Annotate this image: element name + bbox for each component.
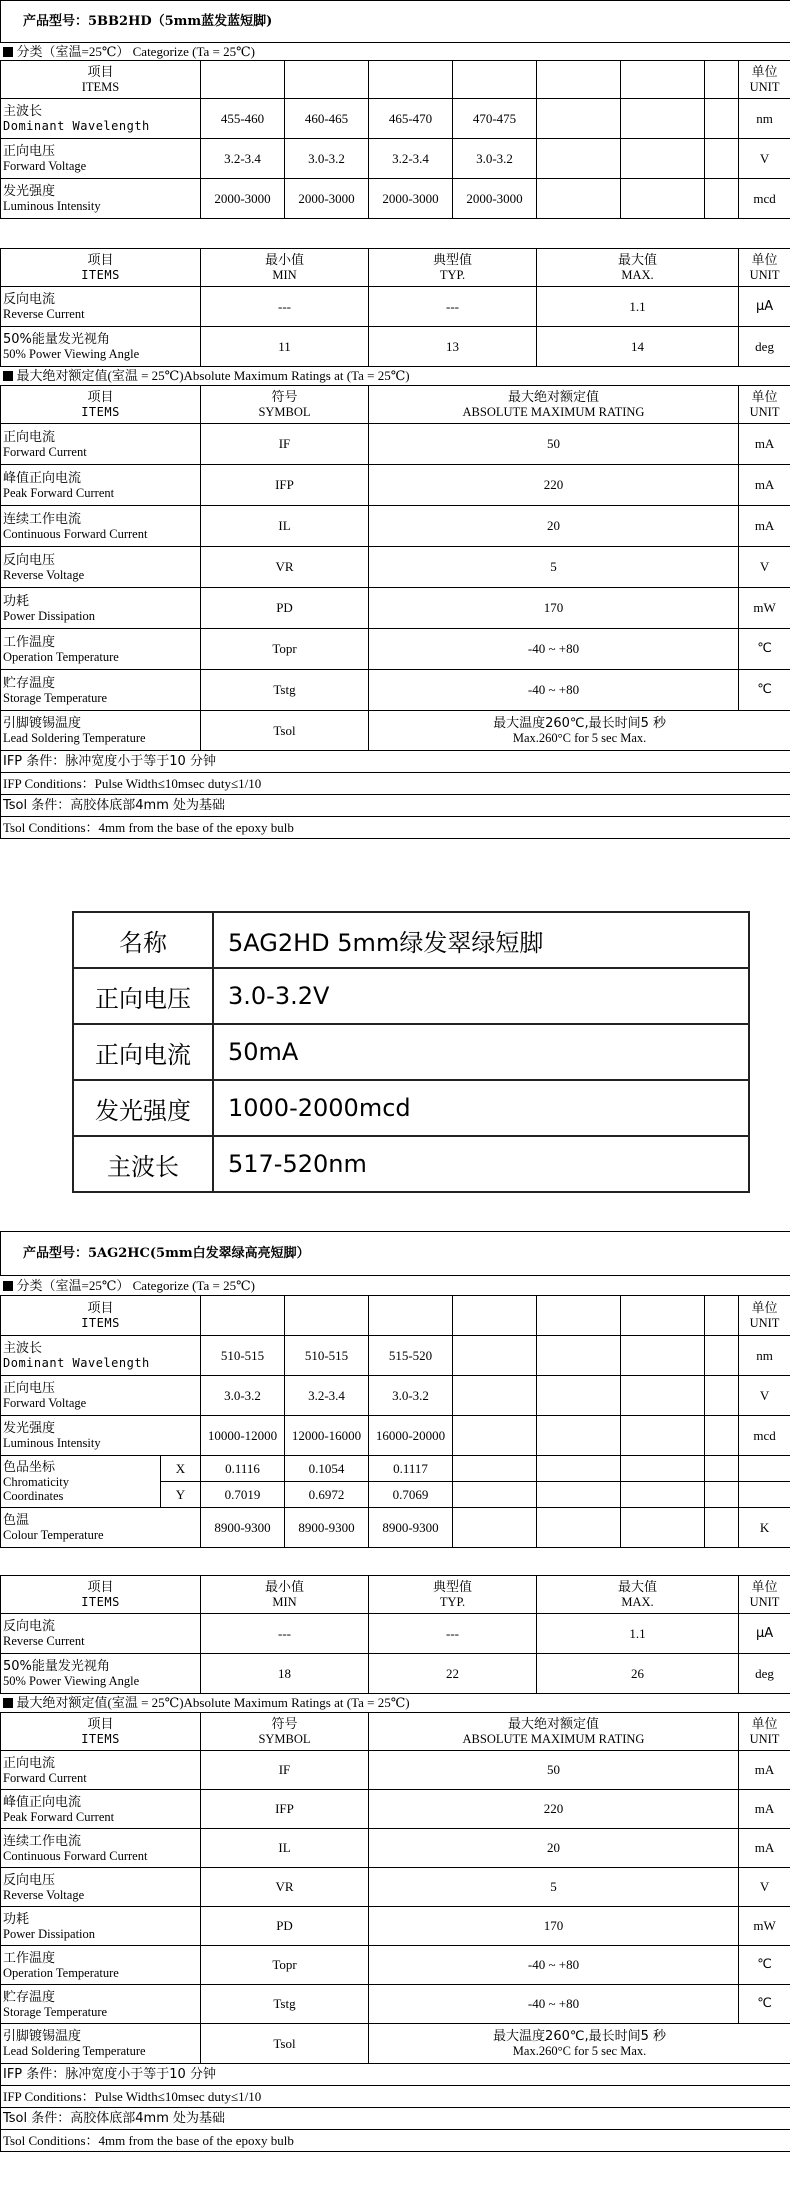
table-row	[1, 1946, 790, 1985]
unit-cell: mcd	[739, 1416, 790, 1456]
table-cell: 470-475	[453, 99, 537, 139]
header-en: MAX.	[621, 1595, 654, 1609]
row-label-en: Colour Temperature	[3, 1528, 104, 1542]
header-cn: 单位	[751, 1580, 778, 1595]
header-en: TYP.	[439, 268, 466, 282]
note-line: Tsol 条件：高胶体底部4mm 处为基础	[3, 798, 225, 813]
row-label-cn: 反向电压	[3, 1872, 56, 1888]
header-cn: 项目	[87, 253, 114, 268]
symbol-cell: Tsol	[201, 2024, 369, 2064]
row-label-cn: 发光强度	[3, 1421, 56, 1436]
summary-row	[73, 912, 749, 968]
table-row	[1, 1985, 790, 2024]
note-line: IFP 条件：脉冲宽度小于等于10 分钟	[3, 754, 216, 769]
rating-cell: 220	[369, 465, 739, 506]
header-cn: 项目	[87, 390, 114, 405]
row-label-cn: 正向电流	[3, 429, 56, 445]
summary-key: 正向电流	[73, 1024, 213, 1080]
unit-cell: mA	[739, 1829, 790, 1868]
row-label-cn: 引脚镀锡温度	[3, 2029, 82, 2044]
header-en: ITEMS	[81, 405, 120, 419]
unit-label-cn: 单位	[751, 65, 778, 80]
row-label-en: Storage Temperature	[3, 2004, 108, 2019]
table-row	[1, 506, 790, 547]
row-label-cn: 贮存温度	[3, 675, 56, 691]
symbol-cell: IFP	[201, 1790, 369, 1829]
row-label-cn: 工作温度	[3, 634, 56, 650]
summary-value: 3.0-3.2V	[213, 968, 749, 1024]
header-en: ITEMS	[81, 1595, 120, 1609]
table-cell: 14	[537, 327, 739, 367]
header-cn: 单位	[751, 1717, 778, 1732]
unit-cell: ℃	[739, 1985, 790, 2024]
unit-cell: V	[739, 547, 790, 588]
symbol-cell: IL	[201, 1829, 369, 1868]
table-cell: 3.0-3.2	[201, 1376, 285, 1416]
header-en: MIN	[272, 268, 297, 282]
table-row	[1, 547, 790, 588]
rating-cell: 170	[369, 1907, 739, 1946]
table-row	[1, 588, 790, 629]
unit-cell: K	[739, 1508, 790, 1548]
table-row	[1, 424, 790, 465]
row-label-cn: 引脚镀锡温度	[3, 716, 82, 731]
unit-cell: mcd	[739, 179, 790, 219]
header-cn: 最大值	[617, 253, 657, 268]
row-label-cn: 发光强度	[3, 184, 56, 199]
table-cell: 3.0-3.2	[369, 1376, 453, 1416]
table-cell: 3.2-3.4	[201, 139, 285, 179]
table-row	[1, 139, 790, 179]
row-label-en: Operation Temperature	[3, 1965, 119, 1980]
row-label-en: Coordinates	[3, 1489, 64, 1503]
row-label-en: Forward Voltage	[3, 159, 87, 173]
row-label-en: Continuous Forward Current	[3, 526, 148, 541]
summary-value: 50mA	[213, 1024, 749, 1080]
header-en: SYMBOL	[258, 1732, 311, 1746]
unit-cell: μA	[739, 1614, 790, 1654]
rating-cn: 最大温度260℃,最长时间5 秒	[493, 716, 667, 731]
table-row	[1, 179, 790, 219]
table-cell: 1.1	[537, 287, 739, 327]
table-row	[1, 1868, 790, 1907]
row-label-en: Luminous Intensity	[3, 199, 101, 213]
table-row	[1, 1508, 790, 1548]
header-cn: 典型值	[432, 253, 472, 268]
table-cell: 26	[537, 1654, 739, 1694]
axis-y-label: Y	[161, 1482, 201, 1508]
row-label-en: Lead Soldering Temperature	[3, 731, 146, 745]
symbol-cell: Topr	[201, 1946, 369, 1985]
summary-key: 正向电压	[73, 968, 213, 1024]
summary-key: 发光强度	[73, 1080, 213, 1136]
row-label-cn: 色品坐标	[3, 1460, 56, 1475]
summary-row	[73, 968, 749, 1024]
table-row	[1, 1456, 790, 1482]
rating-cell: 5	[369, 547, 739, 588]
row-label-en: 50% Power Viewing Angle	[3, 1674, 140, 1688]
rating-cell: 20	[369, 506, 739, 547]
rating-cell: -40 ~ +80	[369, 1985, 739, 2024]
table-cell: 0.6972	[285, 1482, 369, 1508]
row-label-cn: 贮存温度	[3, 1989, 56, 2005]
table-row	[1, 1751, 790, 1790]
datasheet-5bb2hd	[0, 0, 790, 839]
table-cell: 0.1117	[369, 1456, 453, 1482]
header-en: SYMBOL	[258, 405, 311, 419]
row-label-en: Dominant Wavelength	[3, 119, 150, 133]
row-label-en: Reverse Current	[3, 307, 85, 321]
table-row	[1, 99, 790, 139]
header-cn: 典型值	[432, 1580, 472, 1595]
summary-key: 主波长	[73, 1136, 213, 1192]
table-row	[1, 711, 790, 751]
note-line: IFP Conditions：Pulse Width≤10msec duty≤1/10	[1, 2086, 790, 2108]
row-label-en: Reverse Current	[3, 1634, 85, 1648]
table-row	[1, 629, 790, 670]
row-label-en: Forward Current	[3, 1770, 87, 1785]
unit-cell: nm	[739, 1336, 790, 1376]
table-row	[1, 1376, 790, 1416]
table-cell: 22	[369, 1654, 537, 1694]
axis-x-label: X	[161, 1456, 201, 1482]
summary-value: 1000-2000mcd	[213, 1080, 749, 1136]
rating-cell: 220	[369, 1790, 739, 1829]
symbol-cell: VR	[201, 1868, 369, 1907]
header-en: UNIT	[749, 1595, 780, 1609]
table-cell: 18	[201, 1654, 369, 1694]
unit-label-cn: 单位	[751, 1301, 778, 1316]
symbol-cell: PD	[201, 588, 369, 629]
row-label-cn: 工作温度	[3, 1950, 56, 1966]
table-cell: 0.7019	[201, 1482, 285, 1508]
table-cell: 2000-3000	[285, 179, 369, 219]
rating-cell: 20	[369, 1829, 739, 1868]
table-row	[1, 1336, 790, 1376]
unit-cell: mA	[739, 424, 790, 465]
row-label-cn: 正向电流	[3, 1755, 56, 1771]
header-cn: 最大绝对额定值	[507, 1717, 599, 1732]
row-label-en: Chromaticity	[3, 1475, 69, 1489]
table-row	[1, 465, 790, 506]
symbol-cell: Tstg	[201, 670, 369, 711]
row-label-en: Lead Soldering Temperature	[3, 2044, 146, 2058]
rating-cell: 50	[369, 424, 739, 465]
note-line: IFP 条件：脉冲宽度小于等于10 分钟	[3, 2067, 216, 2082]
row-label-en: Forward Voltage	[3, 1396, 87, 1410]
table-cell: 8900-9300	[201, 1508, 285, 1548]
row-label-en: Dominant Wavelength	[3, 1356, 150, 1370]
symbol-cell: IL	[201, 506, 369, 547]
row-label-en: Forward Current	[3, 444, 87, 459]
symbol-cell: PD	[201, 1907, 369, 1946]
unit-cell: deg	[739, 1654, 790, 1694]
row-label-cn: 主波长	[3, 104, 43, 119]
row-label-en: Reverse Voltage	[3, 1887, 85, 1902]
header-en: ITEMS	[81, 268, 120, 282]
rating-en: Max.260°C for 5 sec Max.	[512, 2044, 647, 2058]
unit-cell: deg	[739, 327, 790, 367]
spec-table-5ag2hc	[0, 1231, 790, 2152]
row-label-cn: 连续工作电流	[3, 511, 82, 527]
unit-cell: ℃	[739, 1946, 790, 1985]
unit-cell: mA	[739, 465, 790, 506]
table-cell: 11	[201, 327, 369, 367]
table-cell: 0.7069	[369, 1482, 453, 1508]
header-en: ITEMS	[81, 1732, 120, 1746]
table-cell: 515-520	[369, 1336, 453, 1376]
table-cell: ---	[201, 1614, 369, 1654]
table-cell: 2000-3000	[201, 179, 285, 219]
table-row	[1, 2024, 790, 2064]
row-label-en: Luminous Intensity	[3, 1436, 101, 1450]
header-en: ABSOLUTE MAXIMUM RATING	[462, 405, 645, 419]
rating-cell: 5	[369, 1868, 739, 1907]
unit-cell: mA	[739, 1751, 790, 1790]
header-en: UNIT	[749, 405, 780, 419]
symbol-cell: IFP	[201, 465, 369, 506]
row-label-cn: 反向电流	[3, 1619, 56, 1634]
rating-cell: -40 ~ +80	[369, 1946, 739, 1985]
spec-table-5bb2hd	[0, 0, 790, 839]
rating-en: Max.260°C for 5 sec Max.	[512, 731, 647, 745]
row-label-en: 50% Power Viewing Angle	[3, 347, 140, 361]
unit-cell: V	[739, 1868, 790, 1907]
header-cn: 单位	[751, 390, 778, 405]
abs-header-row	[1, 386, 790, 424]
table-row	[1, 1654, 790, 1694]
row-label-en: Power Dissipation	[3, 1926, 96, 1941]
header-cn: 符号	[271, 390, 298, 405]
header-cn: 最小值	[264, 1580, 304, 1595]
section-categorize: 分类（室温=25℃） Categorize (Ta = 25℃)	[16, 1277, 256, 1293]
header-en: UNIT	[749, 1732, 780, 1746]
header-cn: 最大绝对额定值	[507, 390, 599, 405]
mtm-header-row	[1, 249, 790, 287]
rating-cell: -40 ~ +80	[369, 670, 739, 711]
table-row	[1, 1790, 790, 1829]
section-absmax: 最大绝对额定值(室温 = 25℃)Absolute Maximum Ratings at (Ta = 25℃)	[16, 368, 410, 383]
row-label-cn: 正向电压	[3, 1381, 56, 1396]
section-bullet-icon	[3, 1698, 13, 1708]
table-cell: ---	[201, 287, 369, 327]
row-label-cn: 主波长	[3, 1341, 43, 1356]
summary-table	[72, 911, 750, 1193]
table-cell: ---	[369, 287, 537, 327]
header-cn: 项目	[87, 1717, 114, 1732]
section-bullet-icon	[3, 47, 13, 57]
table-cell: 8900-9300	[369, 1508, 453, 1548]
table-cell: 510-515	[201, 1336, 285, 1376]
header-cn: 单位	[751, 253, 778, 268]
header-en: UNIT	[749, 268, 780, 282]
row-label-en: Operation Temperature	[3, 649, 119, 664]
symbol-cell: Tsol	[201, 711, 369, 751]
symbol-cell: Tstg	[201, 1985, 369, 2024]
mtm-header-row	[1, 1576, 790, 1614]
unit-label-en: UNIT	[749, 80, 780, 94]
summary-key: 名称	[73, 912, 213, 968]
header-en: TYP.	[439, 1595, 466, 1609]
table-cell: 10000-12000	[201, 1416, 285, 1456]
header-en: MIN	[272, 1595, 297, 1609]
table-cell: 8900-9300	[285, 1508, 369, 1548]
items-label-en: ITEMS	[81, 80, 120, 94]
row-label-cn: 反向电压	[3, 552, 56, 568]
rating-cn: 最大温度260℃,最长时间5 秒	[493, 2029, 666, 2044]
unit-cell: ℃	[739, 670, 790, 711]
note-line: Tsol Conditions：4mm from the base of the epoxy bulb	[1, 2130, 790, 2152]
table-row	[1, 1907, 790, 1946]
datasheet-5ag2hc	[0, 1231, 790, 2152]
row-label-en: Peak Forward Current	[3, 1809, 115, 1824]
table-cell: 12000-16000	[285, 1416, 369, 1456]
table-cell: 455-460	[201, 99, 285, 139]
summary-value: 517-520nm	[213, 1136, 749, 1192]
unit-cell: mW	[739, 588, 790, 629]
symbol-cell: IF	[201, 424, 369, 465]
items-label-cn: 项目	[87, 1301, 114, 1316]
table-cell: 1.1	[537, 1614, 739, 1654]
unit-label-en: UNIT	[749, 1316, 780, 1330]
table-row	[1, 1829, 790, 1868]
table-cell: 13	[369, 327, 537, 367]
row-label-cn: 峰值正向电流	[3, 1794, 82, 1810]
summary-row	[73, 1136, 749, 1192]
table-cell: ---	[369, 1614, 537, 1654]
row-label-cn: 正向电压	[3, 144, 56, 159]
unit-cell: mA	[739, 1790, 790, 1829]
table-cell: 3.0-3.2	[453, 139, 537, 179]
table-row	[1, 1416, 790, 1456]
header-en: MAX.	[621, 268, 654, 282]
symbol-cell: Topr	[201, 629, 369, 670]
row-label-en: Storage Temperature	[3, 690, 108, 705]
unit-cell: mA	[739, 506, 790, 547]
row-label-en: Reverse Voltage	[3, 567, 85, 582]
unit-cell: nm	[739, 99, 790, 139]
row-label-en: Continuous Forward Current	[3, 1848, 148, 1863]
section-absmax: 最大绝对额定值(室温 = 25℃)Absolute Maximum Ratings at (Ta = 25℃)	[16, 1695, 410, 1710]
unit-cell: mW	[739, 1907, 790, 1946]
summary-row	[73, 1080, 749, 1136]
table-cell: 2000-3000	[369, 179, 453, 219]
table-row	[1, 670, 790, 711]
table-row	[1, 1614, 790, 1654]
table-row	[1, 327, 790, 367]
row-label-cn: 峰值正向电流	[3, 470, 82, 486]
rating-cell: 50	[369, 1751, 739, 1790]
table-cell: 16000-20000	[369, 1416, 453, 1456]
header-cn: 符号	[271, 1717, 298, 1732]
table-row	[1, 287, 790, 327]
header-cn: 最大值	[617, 1580, 657, 1595]
summary-value: 5AG2HD 5mm绿发翠绿短脚	[213, 912, 749, 968]
table-cell: 0.1054	[285, 1456, 369, 1482]
symbol-cell: IF	[201, 1751, 369, 1790]
table-cell: 3.0-3.2	[285, 139, 369, 179]
row-label-cn: 50%能量发光视角	[3, 1659, 110, 1674]
product-title: 产品型号：5AG2HC(5mm白发翠绿高亮短脚）	[23, 1245, 310, 1261]
header-cn: 最小值	[264, 253, 304, 268]
section-bullet-icon	[3, 1281, 13, 1291]
row-label-en: Power Dissipation	[3, 608, 96, 623]
rating-cell: 170	[369, 588, 739, 629]
note-line: IFP Conditions：Pulse Width≤10msec duty≤1/10	[1, 773, 790, 795]
unit-cell: μA	[739, 287, 790, 327]
items-label-en: ITEMS	[81, 1316, 120, 1330]
summary-row	[73, 1024, 749, 1080]
note-line: Tsol Conditions：4mm from the base of the epoxy bulb	[1, 817, 790, 839]
items-label-cn: 项目	[87, 65, 114, 80]
unit-cell: V	[739, 1376, 790, 1416]
rating-cell: -40 ~ +80	[369, 629, 739, 670]
row-label-cn: 功耗	[3, 593, 30, 609]
table-cell: 2000-3000	[453, 179, 537, 219]
header-cn: 项目	[87, 1580, 114, 1595]
table-cell: 465-470	[369, 99, 453, 139]
row-label-cn: 反向电流	[3, 292, 56, 307]
table-cell: 510-515	[285, 1336, 369, 1376]
row-label-cn: 功耗	[3, 1911, 30, 1927]
row-label-cn: 50%能量发光视角	[3, 332, 110, 347]
note-line: Tsol 条件：高胶体底部4mm 处为基础	[3, 2111, 225, 2126]
unit-cell: ℃	[739, 629, 790, 670]
unit-cell: V	[739, 139, 790, 179]
section-categorize: 分类（室温=25℃） Categorize (Ta = 25℃)	[16, 43, 256, 59]
abs-header-row	[1, 1713, 790, 1751]
table-cell: 0.1116	[201, 1456, 285, 1482]
table-cell: 3.2-3.4	[369, 139, 453, 179]
product-title: 产品型号：5BB2HD（5mm蓝发蓝短脚)	[23, 13, 273, 29]
row-label-cn: 连续工作电流	[3, 1833, 82, 1849]
table-cell: 3.2-3.4	[285, 1376, 369, 1416]
row-label-cn: 色温	[3, 1513, 30, 1528]
symbol-cell: VR	[201, 547, 369, 588]
table-cell: 460-465	[285, 99, 369, 139]
section-bullet-icon	[3, 371, 13, 381]
row-label-en: Peak Forward Current	[3, 485, 115, 500]
header-en: ABSOLUTE MAXIMUM RATING	[462, 1732, 645, 1746]
